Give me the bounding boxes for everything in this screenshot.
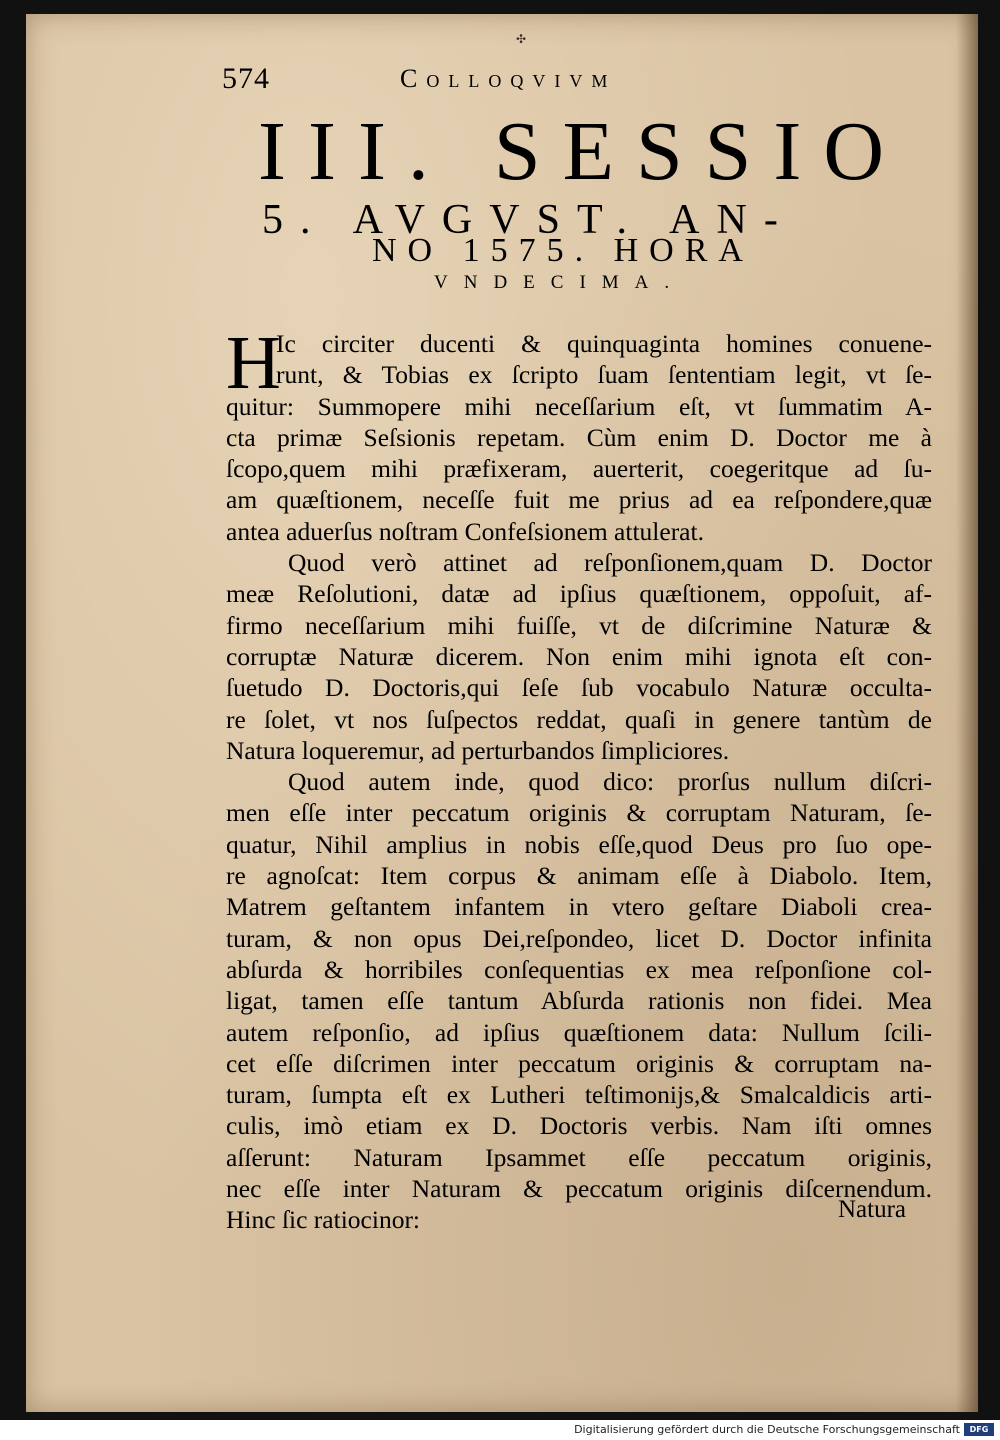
text-line: Natura loqueremur, ad perturbandos ſimpliciores.: [226, 735, 730, 765]
catchword: Natura: [838, 1196, 907, 1223]
text-line: ſcopo,quem mihi præfixeram, auerterit, coegeritque ad ſu-: [226, 454, 932, 484]
text-line: Quod verò attinet ad reſponſionem,quam D. Doctor: [288, 548, 932, 578]
body-text: [226, 321, 932, 1236]
text-line: runt, & Tobias ex ſcripto ſuam ſententiam legit, vt ſe-: [276, 360, 932, 390]
text-line: culis, imò etiam ex D. Doctoris verbis. Nam iſti omnes: [226, 1111, 932, 1141]
dfg-logo-icon: DFG: [964, 1423, 994, 1436]
drop-cap: H: [226, 321, 281, 405]
text-line: cet eſſe diſcrimen inter peccatum originis & corruptam na-: [226, 1048, 932, 1078]
text-line: am quæſtionem, neceſſe fuit me prius ad ea reſpondere,quæ: [226, 485, 932, 515]
session-hour-line: VNDECIMA.: [434, 272, 686, 293]
text-line: ſuetudo D. Doctoris,qui ſeſe ſub vocabulo Naturæ occulta-: [226, 673, 932, 703]
text-line: nec eſſe inter Naturam & peccatum originis diſcernendum.: [226, 1174, 932, 1204]
session-year-line: NO 1575. HORA: [372, 232, 754, 269]
text-line: ligat, tamen eſſe tantum Abſurda rationis non fidei. Mea: [226, 986, 932, 1016]
text-line: meæ Reſolutioni, datæ ad ipſius quæſtionem, oppoſuit, af-: [226, 579, 932, 609]
text-line: Hinc ſic ratiocinor:: [226, 1205, 421, 1235]
text-line: Quod autem inde, quod dico: prorſus nullum diſcri-: [288, 767, 932, 797]
text-line: turam, ſumpta eſt ex Lutheri teſtimonijs,& Smalcaldicis arti-: [226, 1080, 932, 1110]
page-number: 574: [222, 62, 270, 95]
text-line: turam, & non opus Dei,reſpondeo, licet D. Doctor infinita: [226, 923, 932, 953]
text-line: Ic circiter ducenti & quinquaginta homines conuene-: [276, 329, 932, 358]
text-line: corruptæ Naturæ dicerem. Non enim mihi ignota eſt con-: [226, 641, 932, 671]
session-date-line: 5. AVGVST. AN-: [262, 197, 795, 243]
text-line: autem reſponſio, ad ipſius quæſtionem data: Nullum ſcili-: [226, 1017, 932, 1047]
footer-bar: [0, 1420, 1000, 1440]
text-line: cta primæ Seſsionis repetam. Cùm enim D. Doctor me à: [226, 422, 932, 452]
ornament-mark: ✣: [516, 32, 527, 46]
text-line: re agnoſcat: Item corpus & animam eſſe à Diabolo. Item,: [226, 861, 932, 891]
text-line: quitur: Summopere mihi neceſſarium eſt, vt ſummatim A-: [226, 391, 932, 421]
text-line: abſurda & horribiles conſequentias ex mea reſponſione col-: [226, 954, 932, 984]
text-line: men eſſe inter peccatum originis & corruptam Naturam, ſe-: [226, 798, 932, 828]
text-line: Matrem geſtantem infantem in vtero geſtare Diaboli crea-: [226, 892, 932, 922]
running-head: Colloqvivm: [400, 64, 617, 93]
text-line: antea aduerſus noſtram Confeſsionem attulerat.: [226, 516, 704, 546]
text-line: re ſolet, vt nos ſuſpectos reddat, quaſi in genere tantùm de: [226, 704, 932, 734]
text-line: firmo neceſſarium mihi fuiſſe, vt de diſcrimine Naturæ &: [226, 610, 932, 640]
text-line: aſſerunt: Naturam Ipsammet eſſe peccatum originis,: [226, 1142, 932, 1172]
session-title: III. SESSIO: [258, 105, 907, 198]
footer-credit: Digitalisierung gefördert durch die Deutsche Forschungsgemeinschaft: [574, 1423, 960, 1436]
text-line: quatur, Nihil amplius in nobis eſſe,quod Deus pro ſuo ope-: [226, 829, 932, 859]
page-spine-shadow: [956, 14, 978, 1412]
